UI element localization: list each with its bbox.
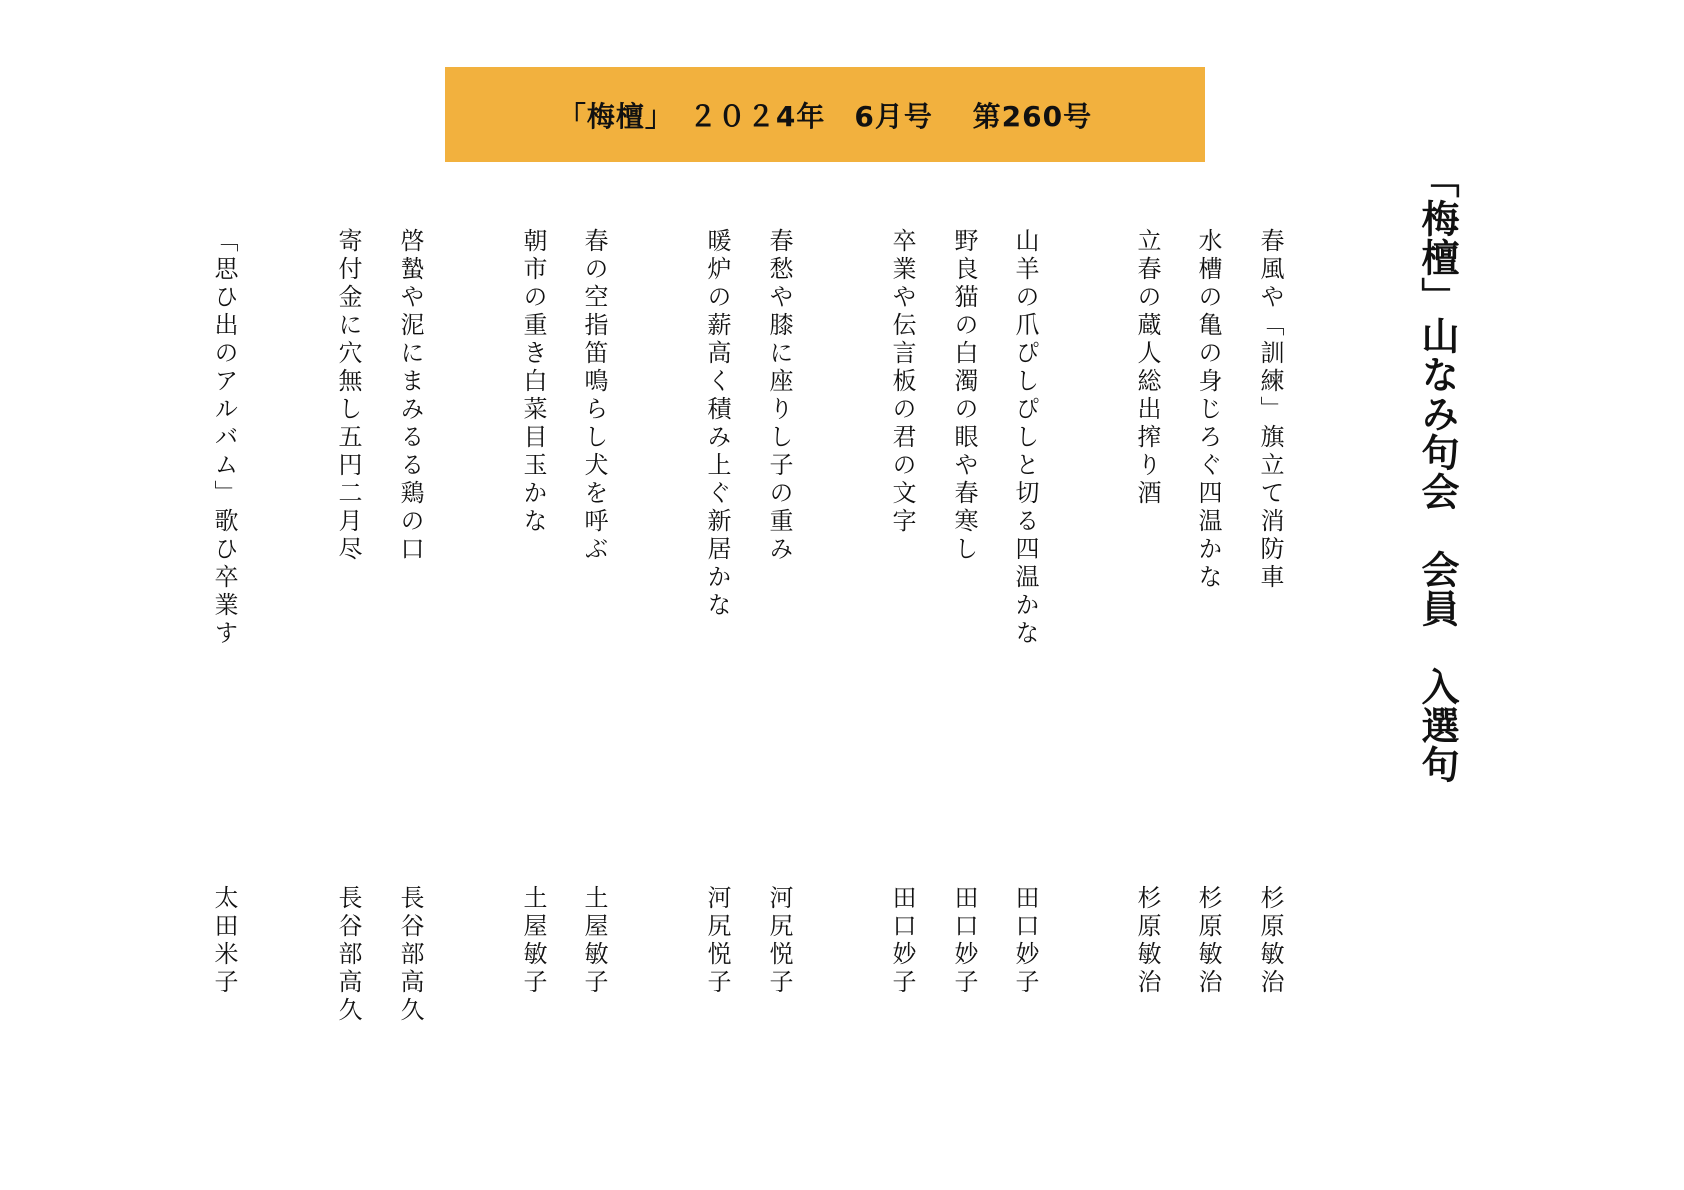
haiku-author: 田口妙子: [950, 885, 978, 997]
haiku-poem: 春の空指笛鳴らし犬を呼ぶ: [580, 228, 608, 564]
haiku-author: 長谷部高久: [334, 885, 362, 1025]
haiku-poem: 朝市の重き白菜目玉かな: [519, 228, 547, 536]
haiku-author: 土屋敏子: [519, 885, 547, 997]
haiku-author: 河尻悦子: [703, 885, 731, 997]
haiku-poem: 水槽の亀の身じろぐ四温かな: [1194, 228, 1222, 592]
haiku-poem: 「思ひ出のアルバム」歌ひ卒業す: [210, 228, 238, 648]
haiku-author: 杉原敏治: [1256, 885, 1284, 997]
section-title: 「梅檀」山なみ句会 会員 入選句: [1415, 160, 1459, 784]
issue-title: 「梅檀」 ２０２4年 6月号 第260号: [557, 99, 1093, 133]
haiku-author: 河尻悦子: [765, 885, 793, 997]
haiku-poem: 卒業や伝言板の君の文字: [888, 228, 916, 536]
haiku-author: 田口妙子: [1011, 885, 1039, 997]
haiku-poem: 暖炉の薪高く積み上ぐ新居かな: [703, 228, 731, 620]
haiku-poem: 寄付金に穴無し五円二月尽: [334, 228, 362, 564]
haiku-poem: 山羊の爪ぴしぴしと切る四温かな: [1011, 228, 1039, 648]
haiku-poem: 春風や「訓練」旗立て消防車: [1256, 228, 1284, 592]
haiku-author: 杉原敏治: [1194, 885, 1222, 997]
haiku-author: 太田米子: [210, 885, 238, 997]
haiku-author: 土屋敏子: [580, 885, 608, 997]
haiku-poem: 野良猫の白濁の眼や春寒し: [950, 228, 978, 564]
haiku-author: 田口妙子: [888, 885, 916, 997]
haiku-poem: 立春の蔵人総出搾り酒: [1133, 228, 1161, 508]
haiku-author: 杉原敏治: [1133, 885, 1161, 997]
haiku-poem: 啓蟄や泥にまみるる鶏の口: [396, 228, 424, 564]
header-band: [445, 67, 1205, 162]
haiku-poem: 春愁や膝に座りし子の重み: [765, 228, 793, 564]
haiku-author: 長谷部高久: [396, 885, 424, 1025]
